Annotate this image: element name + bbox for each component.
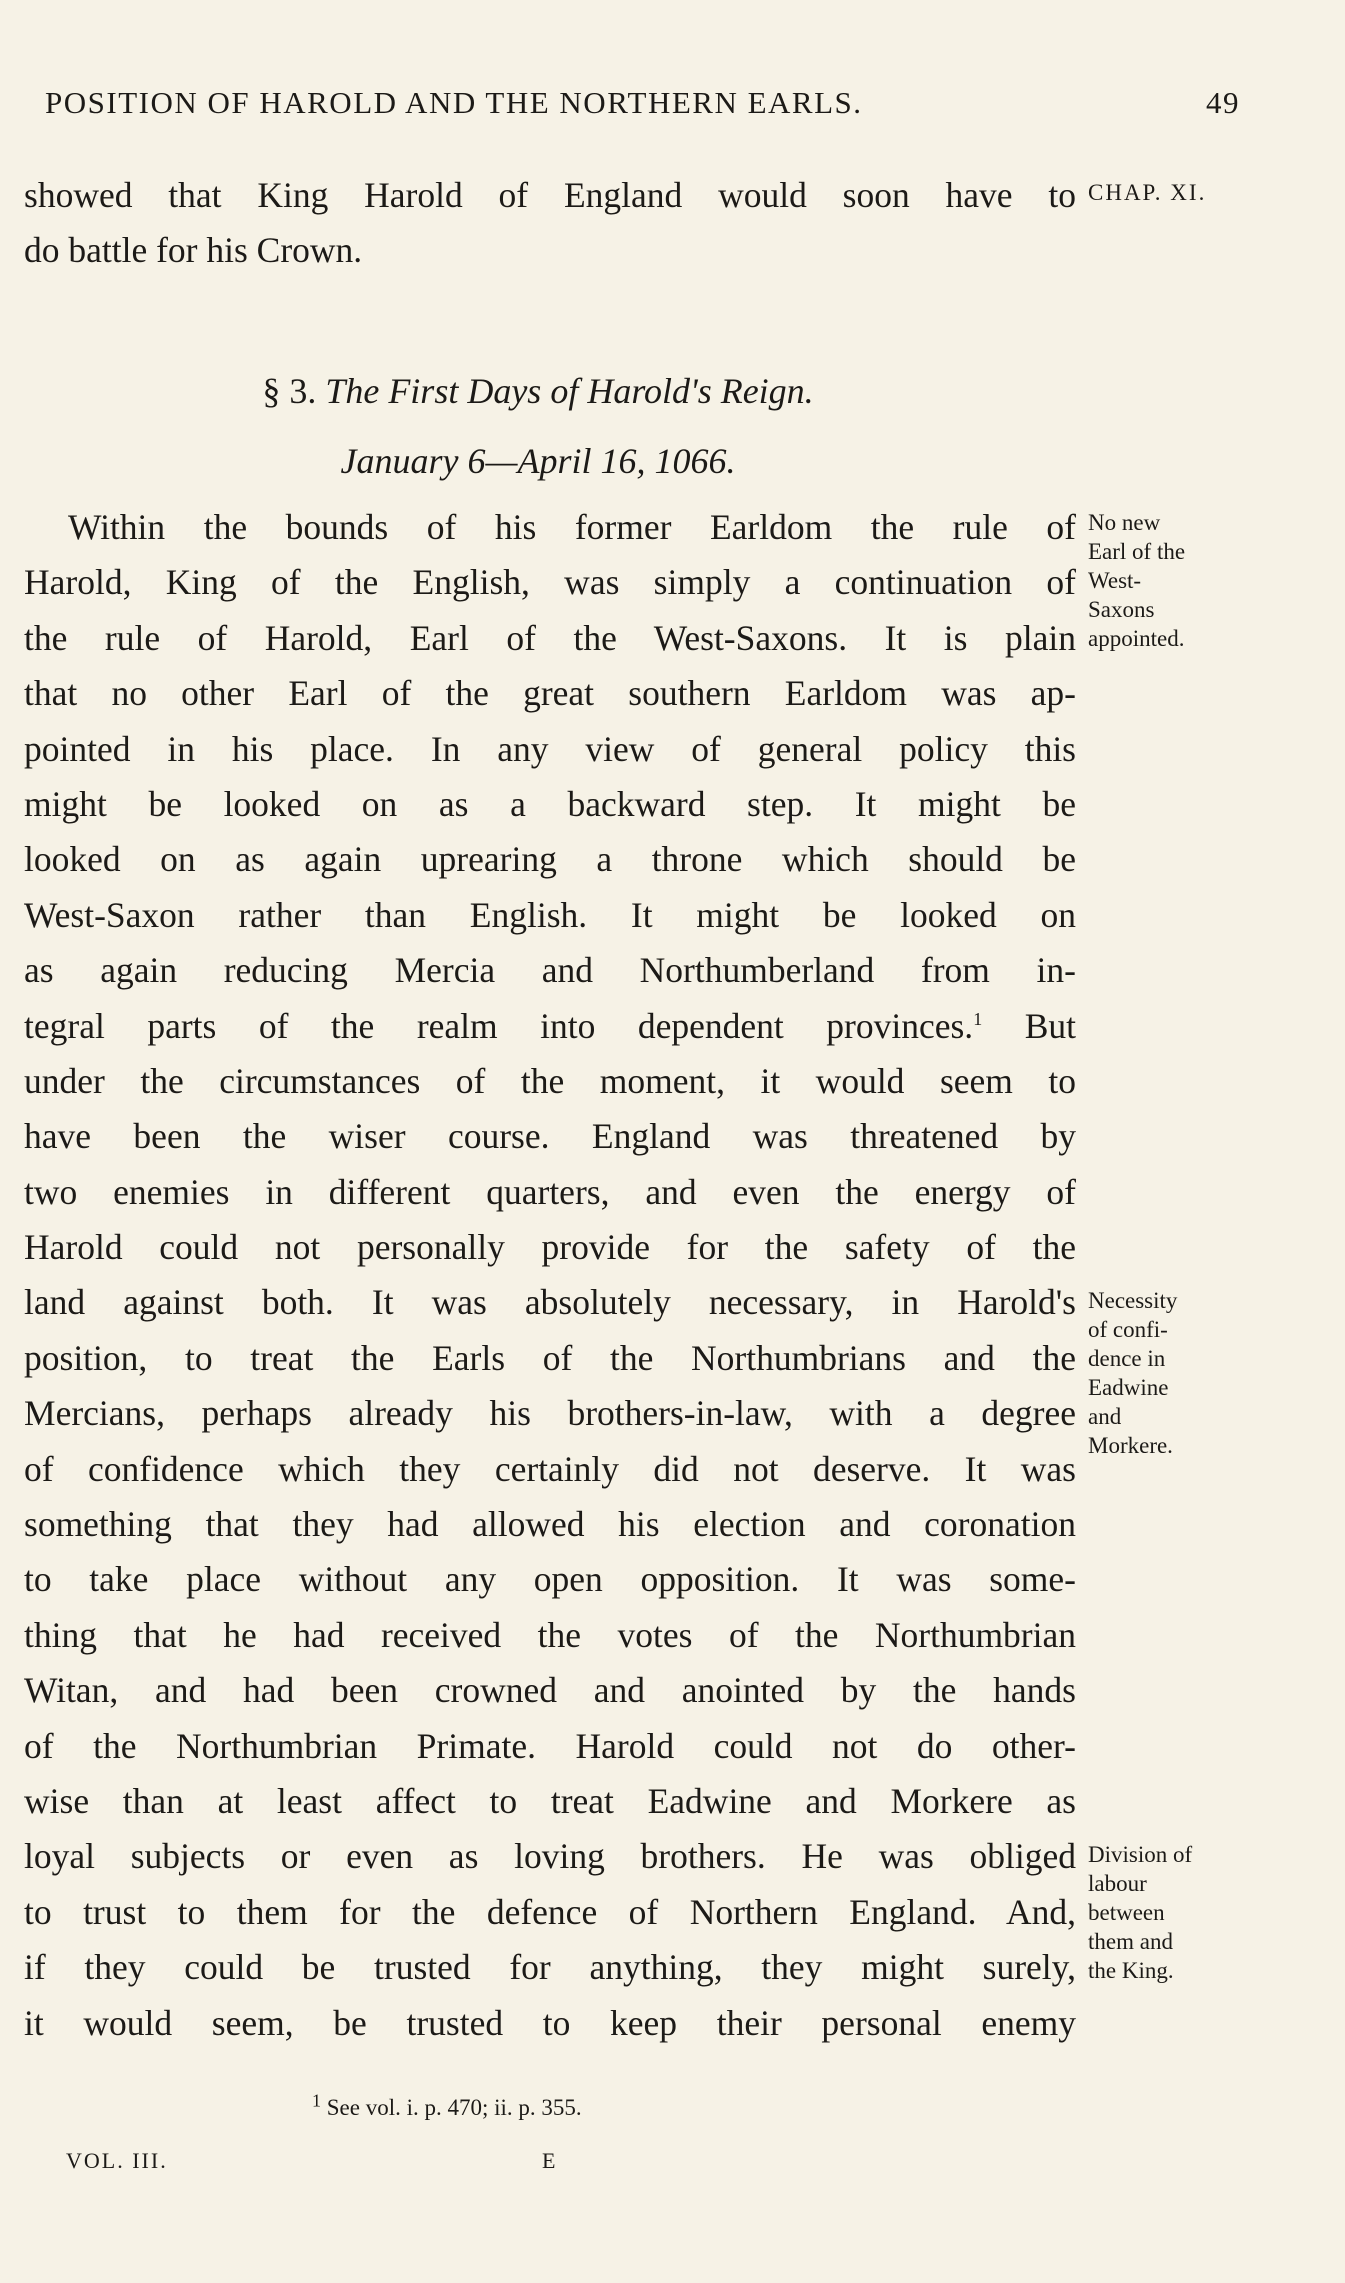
- sidenote-line: dence in: [1088, 1346, 1166, 1371]
- sidenote-line: and: [1088, 1404, 1122, 1429]
- sidenote-line: Morkere.: [1088, 1433, 1173, 1458]
- sidenote-line: No new: [1088, 510, 1161, 535]
- sidenote-line: labour: [1088, 1871, 1147, 1896]
- text-line: do battle for his Crown.: [24, 230, 363, 271]
- text-line: that no other Earl of the great southern Earldom was ap-: [24, 673, 1076, 714]
- text-line: Harold could not personally provide for the safety of the: [24, 1227, 1076, 1268]
- gathering-mark: E: [542, 2148, 558, 2173]
- text-fragment: tegral parts of the realm into dependent provinces.: [24, 1005, 974, 1046]
- paragraph: [24, 500, 1076, 2051]
- sidenote-line: Necessity: [1088, 1288, 1178, 1313]
- text-line: position, to treat the Earls of the Northumbrians and the: [24, 1337, 1076, 1378]
- text-line: the rule of Harold, Earl of the West-Saxons. It is plain: [24, 617, 1076, 658]
- text-line: two enemies in different quarters, and even the energy of: [24, 1171, 1076, 1212]
- sidenote-line: West-: [1088, 568, 1142, 593]
- sidenote-no-new-earl: [1088, 508, 1328, 653]
- sidenote-line: Saxons: [1088, 597, 1155, 622]
- text-line: if they could be trusted for anything, they might surely,: [24, 1947, 1076, 1988]
- section-title: The First Days of Harold's Reign.: [325, 371, 814, 411]
- text-line: Harold, King of the English, was simply a continuation of: [24, 562, 1076, 603]
- running-head-title: POSITION OF HAROLD AND THE NORTHERN EARLS.: [45, 85, 863, 120]
- sidenote-necessity: [1088, 1286, 1328, 1460]
- footnote-ref: 1: [973, 1008, 983, 1029]
- footnote-marker: 1: [312, 2090, 321, 2111]
- text-line: showed that King Harold of England would soon have to: [24, 175, 1076, 215]
- text-line: Mercians, perhaps already his brothers-in-law, with a degree: [24, 1393, 1076, 1434]
- text-line: under the circumstances of the moment, it would seem to: [24, 1060, 1076, 1101]
- text-line: thing that he had received the votes of the Northumbrian: [24, 1614, 1076, 1655]
- text-line: Witan, and had been crowned and anointed by the hands: [24, 1670, 1076, 1711]
- text-line: of confidence which they certainly did not deserve. It was: [24, 1448, 1076, 1489]
- text-line: as again reducing Mercia and Northumberland from in-: [24, 950, 1076, 991]
- text-line: have been the wiser course. England was threatened by: [24, 1116, 1076, 1157]
- sidenote-line: of confi-: [1088, 1317, 1168, 1342]
- text-line: something that they had allowed his election and coronation: [24, 1504, 1076, 1545]
- intro-text: [24, 168, 1076, 279]
- text-fragment: But: [1024, 1005, 1076, 1046]
- text-line: pointed in his place. In any view of general policy this: [24, 728, 1076, 769]
- sidenote-division: [1088, 1840, 1328, 1985]
- sidenote-line: Earl of the: [1088, 539, 1186, 564]
- sidenote-line: Eadwine: [1088, 1375, 1169, 1400]
- section-marker: § 3.: [262, 371, 317, 411]
- sidenote-line: the King.: [1088, 1958, 1174, 1983]
- footnote-text: See vol. i. p. 470; ii. p. 355.: [326, 2095, 582, 2120]
- text-line: land against both. It was absolutely necessary, in Harold's: [24, 1282, 1076, 1323]
- text-line: it would seem, be trusted to keep their personal enemy: [24, 2002, 1076, 2043]
- sidenote-line: them and: [1088, 1929, 1173, 1954]
- section-dates: January 6—April 16, 1066.: [340, 441, 736, 481]
- text-line: of the Northumbrian Primate. Harold could not do other-: [24, 1725, 1076, 1766]
- text-line-with-footnote-ref: [24, 999, 1076, 1054]
- text-line: loyal subjects or even as loving brothers. He was obliged: [24, 1836, 1076, 1877]
- text-line: Within the bounds of his former Earldom the rule of: [68, 507, 1076, 547]
- footnote: [312, 2092, 582, 2124]
- sidenote-line: appointed.: [1088, 626, 1185, 651]
- text-line: looked on as again uprearing a throne which should be: [24, 839, 1076, 880]
- text-line: might be looked on as a backward step. It might be: [24, 783, 1076, 824]
- running-head: [45, 78, 1240, 128]
- page-number: 49: [1206, 85, 1240, 120]
- text-line: to take place without any open opposition. It was some-: [24, 1559, 1076, 1600]
- section-heading: [0, 362, 1076, 490]
- text-line: wise than at least affect to treat Eadwine and Morkere as: [24, 1780, 1076, 1821]
- section-title-line: [0, 362, 1076, 420]
- text-line: to trust to them for the defence of Northern England. And,: [24, 1891, 1076, 1932]
- sidenote-line: between: [1088, 1900, 1165, 1925]
- volume-signature: VOL. III.: [66, 2148, 168, 2173]
- chapter-marginal: CHAP. XI.: [1088, 180, 1207, 205]
- sidenote-line: Division of: [1088, 1842, 1193, 1867]
- text-line: West-Saxon rather than English. It might be looked on: [24, 894, 1076, 935]
